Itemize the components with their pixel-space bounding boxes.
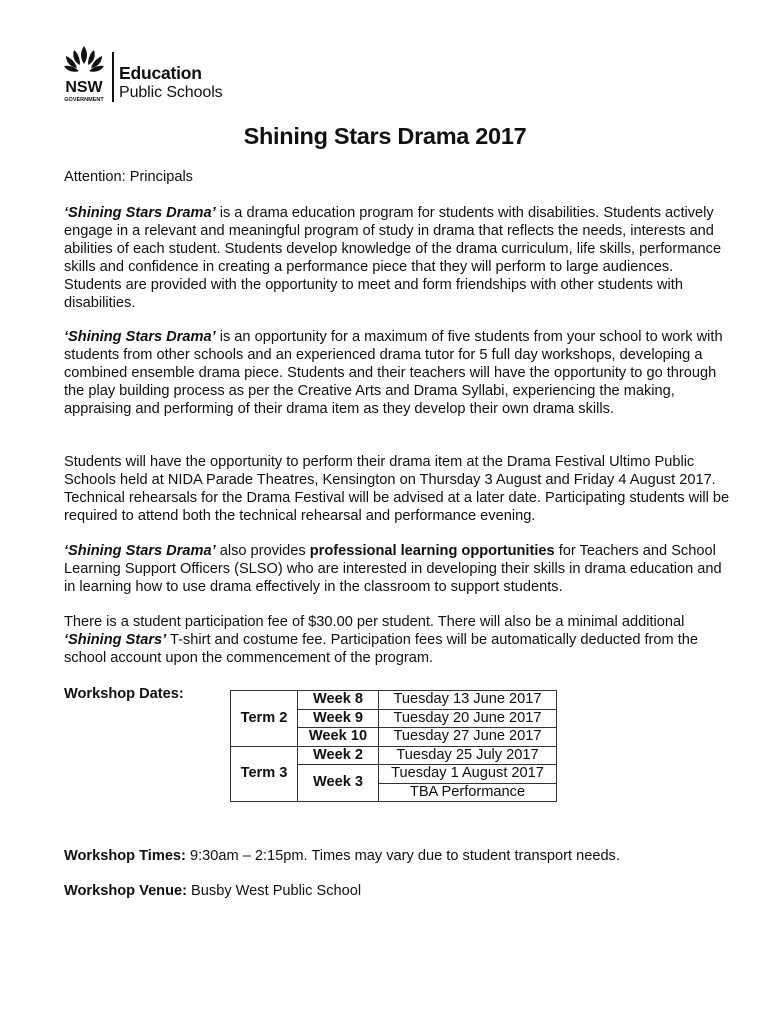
table-row	[231, 746, 557, 765]
date-cell: Tuesday 27 June 2017	[379, 728, 557, 747]
logo-divider	[112, 52, 114, 102]
paragraph-text: There is a student participation fee of $30.00 per student. There will also be a minimal additional	[64, 614, 685, 630]
paragraph-professional-learning	[64, 542, 734, 596]
paragraph-festival: Students will have the opportunity to perform their drama item at the Drama Festival Ultimo Public Schools held at NIDA Parade Theatres, Kensington on Thursday 3 August and Friday 4 August 2017. Technical rehearsals for the Drama Festival will be advised at a later date. Participating students will be required to attend both the technical rehearsal and performance evening.	[64, 454, 730, 524]
week-cell: Week 8	[298, 691, 379, 710]
program-name-emphasis: ‘Shining Stars Drama’	[64, 205, 216, 221]
workshop-dates-table	[230, 690, 557, 802]
logo-public-schools-text: Public Schools	[119, 84, 223, 101]
nsw-wordmark: NSW	[65, 79, 103, 96]
program-name-emphasis: ‘Shining Stars Drama’	[64, 543, 216, 559]
paragraph-opportunity	[64, 328, 734, 418]
waratah-logo-icon	[58, 44, 110, 106]
term-2-cell: Term 2	[231, 691, 298, 747]
workshop-times-value: 9:30am – 2:15pm. Times may vary due to student transport needs.	[185, 848, 620, 864]
document-title: Shining Stars Drama 2017	[243, 123, 527, 149]
week-cell: Week 2	[298, 746, 379, 765]
paragraph-text: is a drama education program for students with disabilities. Students actively engage in a relevant and meaningful program of study in drama that reflects the needs, interests and abilities of each student. Students develop knowledge of the drama curriculum, life skills, performance skills and confidence in creating a performance piece that they will perform to large audiences. Students are provided with the opportunity to meet and form friendships with other students with disabilities.	[64, 205, 722, 311]
week-cell: Week 10	[298, 728, 379, 747]
program-name-emphasis: ‘Shining Stars Drama’	[64, 329, 216, 345]
week-cell: Week 3	[298, 765, 379, 802]
workshop-venue	[64, 882, 734, 900]
date-cell: Tuesday 25 July 2017	[379, 746, 557, 765]
workshop-dates-label: Workshop Dates:	[64, 686, 184, 702]
workshop-times	[64, 847, 734, 865]
table-row	[231, 691, 557, 710]
paragraph-text: is an opportunity for a maximum of five students from your school to work with students from other schools and an experienced drama tutor for 5 full day workshops, developing a combined ensemble drama piece. Students and their teachers will have the opportunity to go through the play building process as per the Creative Arts and Drama Syllabi, experiencing the making, appraising and performing of their drama item as they develop their own drama skills.	[64, 329, 723, 417]
paragraph-text: T-shirt and costume fee. Participation fees will be automatically deducted from the school account upon the commencement of the program.	[64, 632, 699, 666]
paragraph-text: for Teachers and School Learning Support Officers (SLSO) who are interested in developing their skills in drama education and in learning how to use drama effectively in the classroom to support students.	[64, 543, 722, 595]
date-cell: Tuesday 1 August 2017	[379, 765, 557, 784]
workshop-venue-value: Busby West Public School	[187, 883, 362, 899]
workshop-venue-label: Workshop Venue:	[64, 883, 187, 899]
week-cell: Week 9	[298, 709, 379, 728]
government-wordmark: GOVERNMENT	[64, 97, 104, 103]
paragraph-fees	[64, 613, 734, 667]
professional-learning-emphasis: professional learning opportunities	[309, 543, 555, 559]
paragraph-text: also provides	[215, 543, 310, 559]
program-name-emphasis: ‘Shining Stars’	[64, 632, 167, 648]
term-3-cell: Term 3	[231, 746, 298, 802]
date-cell: Tuesday 20 June 2017	[379, 709, 557, 728]
attention-line: Attention: Principals	[64, 169, 193, 185]
logo-education-text: Education	[119, 63, 202, 83]
date-cell: Tuesday 13 June 2017	[379, 691, 557, 710]
paragraph-program-intro	[64, 204, 734, 312]
date-cell: TBA Performance	[379, 783, 557, 802]
nsw-education-logo	[58, 44, 238, 106]
workshop-times-label: Workshop Times:	[64, 848, 186, 864]
